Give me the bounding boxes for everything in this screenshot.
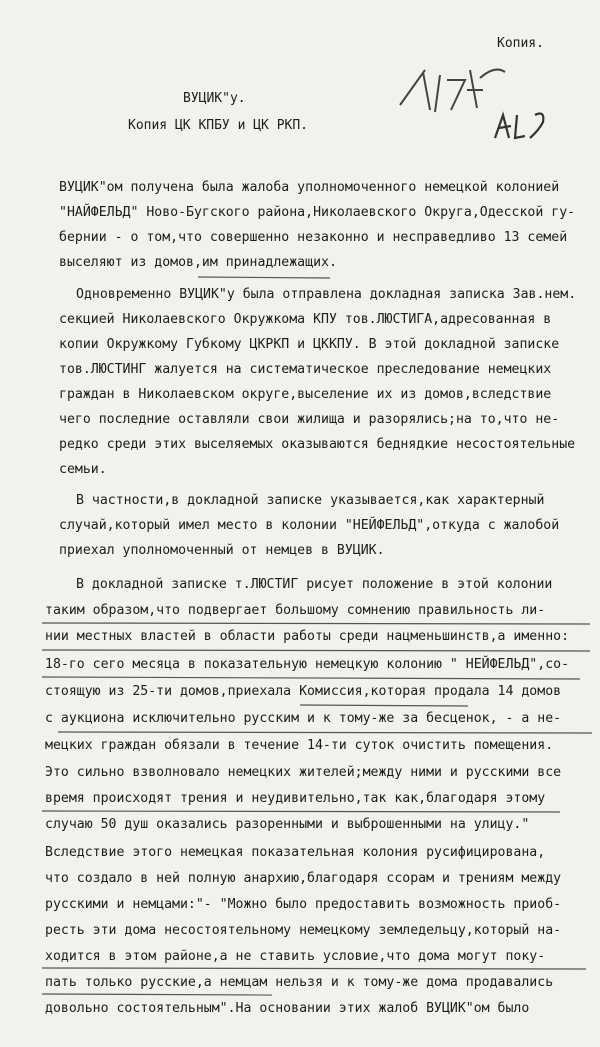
underline-mark xyxy=(42,968,586,969)
body-line: с аукциона исключительно русским и к тому-же за бесценок, - а не- xyxy=(45,711,562,726)
body-line: русскими и немцами:"- "Можно было предоставить возможность приоб- xyxy=(45,897,562,912)
body-line: "НАЙФЕЛЬД" Ново-Бугского района,Николаевского Округа,Одесской гу- xyxy=(59,205,576,220)
body-line: ходится в этом районе,а не ставить условие,что дома могут поку- xyxy=(45,949,546,964)
underline-mark xyxy=(42,994,272,995)
body-line: тов.ЛЮСТИНГ жалуется на систематическое преследование немецких xyxy=(59,362,552,377)
body-line: довольно состоятельным".На основании этих жалоб ВУЦИК"ом было xyxy=(45,1001,530,1016)
body-line: Вследствие этого немецкая показательная колония русифицирована, xyxy=(45,845,546,860)
body-line: бернии - о том,что совершенно незаконно и несправедливо 13 семей xyxy=(59,230,568,245)
body-line: выселяют из домов,им принадлежащих. xyxy=(59,255,337,270)
body-line: мецких граждан обязали в течение 14-ти суток очистить помещения. xyxy=(45,738,554,753)
body-line: случаю 50 душ оказались разоренными и выброшенными на улицу." xyxy=(45,817,530,832)
body-line: В докладной записке т.ЛЮСТИГ рисует положение в этой колонии xyxy=(76,577,553,592)
body-line: таким образом,что подвергает большому сомнению правильность ли- xyxy=(45,603,546,618)
copy-recipients-title: Копия ЦК КПБУ и ЦК РКП. xyxy=(128,118,309,133)
underline-mark xyxy=(58,732,592,733)
body-line: случай,который имел место в колонии "НЕЙФЕЛЬД",откуда с жалобой xyxy=(59,518,560,533)
body-line: стоящую из 25-ти домов,приехала Комиссия,которая продала 14 домов xyxy=(45,684,562,699)
handwritten-note-text: 1247 / 445 xyxy=(385,60,392,61)
underline-mark xyxy=(198,277,330,278)
underline-mark xyxy=(42,623,590,624)
underline-mark xyxy=(300,705,468,706)
body-line: нии местных властей в области работы среди нацменьшинств,а именно: xyxy=(45,629,570,644)
body-line: секцией Николаевского Окружкома КПУ тов.ЛЮСТИГА,адресованная в xyxy=(59,312,552,327)
underline-mark xyxy=(42,650,590,651)
body-line: Это сильно взволновало немецких жителей;между ними и русскими все xyxy=(45,765,562,780)
body-line: ВУЦИК"ом получена была жалоба уполномоченного немецкой колонией xyxy=(59,180,560,195)
body-line: редко среди этих выселяемых оказываются беднядкие несостоятельные xyxy=(59,437,576,452)
body-line: копии Окружкому Губкому ЦКРКП и ЦККПУ. В этой докладной записке xyxy=(59,337,560,352)
body-line: пать только русские,а немцам нельзя и к тому-же дома продавались xyxy=(45,975,554,990)
body-line: граждан в Николаевском округе,выселение их из домов,вследствие xyxy=(59,387,552,402)
body-line: семьи. xyxy=(59,462,107,477)
body-line: время происходят трения и неудивительно,так как,благодаря этому xyxy=(45,791,546,806)
body-line: чего последние оставляли свои жилища и разорялись;на то,что не- xyxy=(59,412,560,427)
copy-mark: Копия. xyxy=(497,36,544,51)
addressee-title: ВУЦИК"у. xyxy=(183,91,246,106)
body-line: приехал уполномоченный от немцев в ВУЦИК. xyxy=(59,543,385,558)
body-line: В частности,в докладной записке указывается,как характерный xyxy=(76,493,545,508)
handwritten-archive-number xyxy=(385,60,565,160)
underline-mark xyxy=(42,677,580,679)
body-line: Одновременно ВУЦИК"у была отправлена докладная записка Зав.нем. xyxy=(76,287,577,302)
body-line: ресть эти дома несостоятельному немецкому земледельцу,который на- xyxy=(45,923,562,938)
underline-mark xyxy=(42,811,560,812)
body-line: 18-го сего месяца в показательную немецкую колонию " НЕЙФЕЛЬД",со- xyxy=(45,657,570,672)
body-line: что создало в ней полную анархию,благодаря ссорам и трениям между xyxy=(45,871,562,886)
